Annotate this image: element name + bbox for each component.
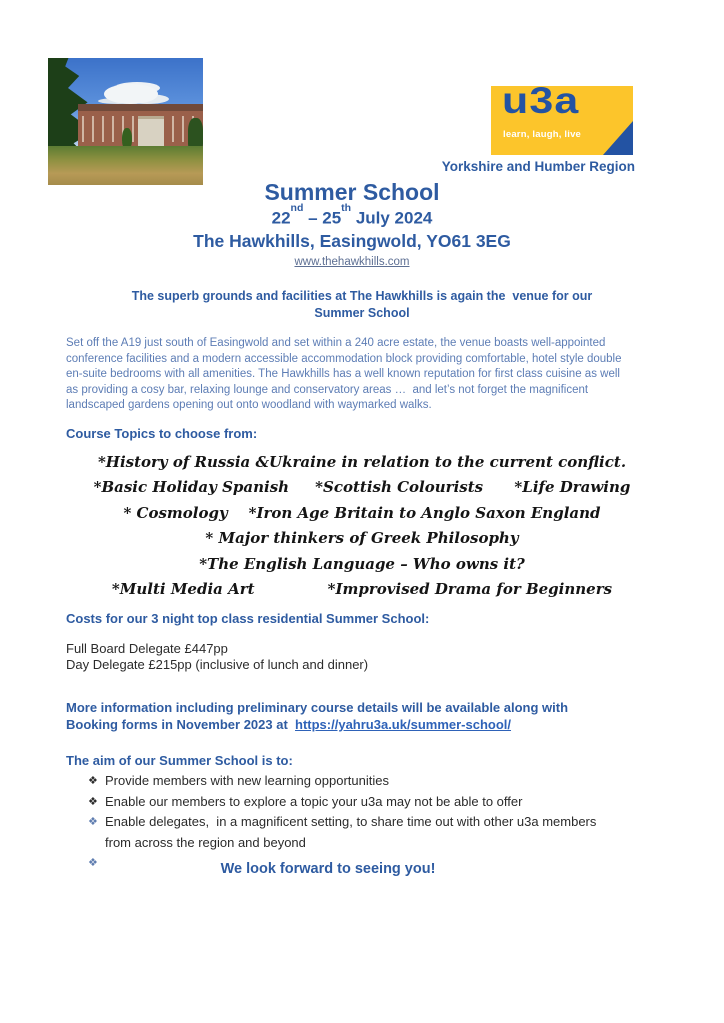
description-line: as providing a cosy bar, relaxing lounge and conservatory areas … and let’s not forget the magnificent [66, 383, 589, 396]
venue-address: The Hawkhills, Easingwold, YO61 3EG [193, 231, 511, 251]
more-info-line1: More information including preliminary course details will be available along with [66, 700, 569, 715]
intro-heading [66, 288, 658, 321]
logo-tagline: learn, laugh, live [503, 129, 582, 140]
logo-brand-text: u3a [502, 80, 580, 121]
aims-list [88, 771, 628, 874]
closing-message: We look forward to seeing you! [220, 861, 436, 877]
bullet-diamond-icon: ❖ [88, 775, 98, 787]
course-topic-line: *The English Language – Who owns it? [199, 554, 525, 573]
course-topic-line: * Cosmology *Iron Age Britain to Anglo Saxon England [123, 503, 601, 522]
topics-heading: Course Topics to choose from: [66, 426, 258, 441]
aim-text: Enable our members to explore a topic your u3a may not be able to offer [105, 793, 523, 809]
u3a-logo [491, 80, 633, 155]
course-topic-line: * Major thinkers of Greek Philosophy [205, 529, 519, 548]
event-dates [56, 202, 648, 229]
course-topics-list [36, 450, 688, 602]
summer-school-link[interactable]: https://yahru3a.uk/summer-school/ [295, 717, 512, 732]
aim-text: Enable delegates, in a magnificent setting, to share time out with other u3a members from across the region and beyond [105, 814, 601, 850]
photo-cloud [104, 84, 158, 104]
description-line: landscaped gardens opening out onto woodland with waymarked walks. [66, 399, 432, 411]
list-item [88, 771, 628, 792]
description-line: conference facilities and a modern accessible accommodation block providing comfortable, hotel style double [66, 352, 622, 365]
more-info-line2 [66, 716, 686, 733]
bullet-diamond-icon: ❖ [88, 857, 98, 869]
costs-list [66, 641, 368, 672]
list-item [88, 812, 628, 853]
more-info [66, 699, 686, 733]
region-title: Yorkshire and Humber Region [441, 159, 635, 174]
description-line: en-suite bedrooms with all amenities. The Hawkhills has a well known reputation for first class cuisine as well [66, 368, 620, 380]
hawkhills-website-link[interactable]: www.thehawkhills.com [294, 256, 410, 268]
date-ordinal-start: nd [290, 202, 304, 214]
more-info-line2-prefix: Booking forms in November 2023 at [66, 717, 296, 732]
course-topic-line: *Multi Media Art *Improvised Drama for Beginners [111, 580, 613, 599]
intro-heading-line1: The superb grounds and facilities at The Hawkhills is again the venue for our [131, 289, 593, 303]
bullet-diamond-icon: ❖ [88, 795, 98, 808]
cost-line-day-delegate: Day Delegate £215pp (inclusive of lunch and dinner) [66, 656, 369, 672]
logo-triangle-icon [603, 121, 633, 155]
cost-line-full-board: Full Board Delegate £447pp [66, 641, 228, 656]
date-day-end: – 25 [303, 208, 342, 228]
aim-text: Provide members with new learning opportunities [105, 773, 389, 788]
course-topic-line: *Basic Holiday Spanish *Scottish Colourists *Life Drawing [93, 478, 631, 497]
page-title: Summer School [264, 179, 440, 205]
hawkhills-photo [48, 58, 203, 185]
aims-heading: The aim of our Summer School is to: [66, 753, 293, 768]
bullet-diamond-icon: ❖ [88, 816, 98, 828]
photo-portico [138, 116, 164, 146]
date-ordinal-end: th [341, 202, 352, 214]
website-row [56, 256, 648, 268]
list-item [88, 792, 628, 813]
course-topic-line: *History of Russia &Ukraine in relation to the current conflict. [97, 453, 627, 471]
date-month-year: July 2024 [351, 208, 433, 228]
date-day-start: 22 [271, 208, 291, 228]
description-line: Set off the A19 just south of Easingwold and set within a 240 acre estate, the venue boasts well-appointed [66, 337, 606, 349]
costs-heading: Costs for our 3 night top class residential Summer School: [66, 611, 430, 626]
venue-description [66, 336, 666, 414]
intro-heading-line2: Summer School [314, 305, 410, 320]
